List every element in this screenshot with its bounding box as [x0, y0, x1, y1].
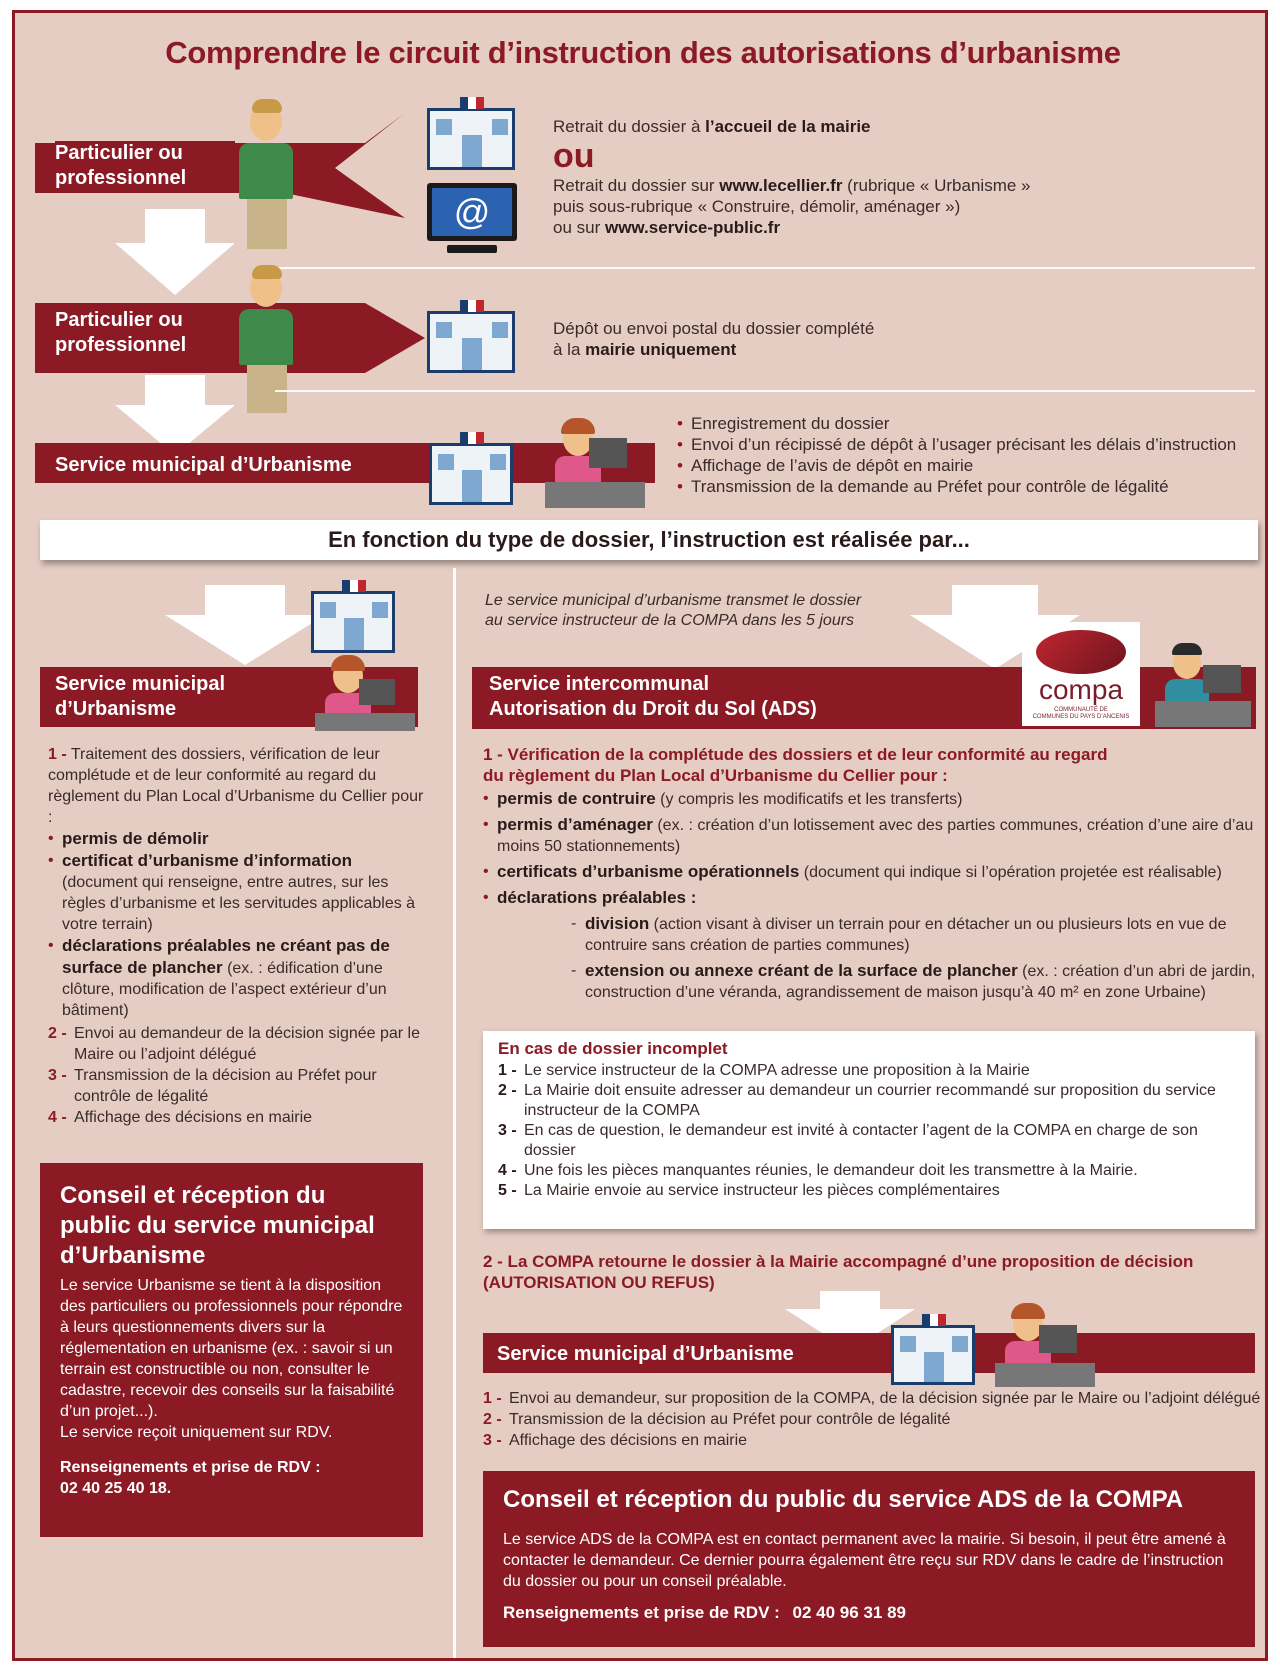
step-number: 1 -: [483, 1390, 502, 1407]
step-row: [498, 1161, 1243, 1181]
step-row: [483, 1388, 1263, 1409]
step-row: [498, 1081, 1243, 1121]
down-arrow-icon: [165, 585, 325, 665]
step-text: Transmission de la décision au Préfet pour contrôle de légalité: [74, 1067, 377, 1105]
step3-actor-label: Service municipal d’Urbanisme: [55, 454, 352, 476]
step-number: 5 -: [498, 1182, 517, 1199]
step-number: 2 -: [483, 1411, 502, 1428]
incomplet-steps: [498, 1061, 1243, 1201]
step3-bullet-list: [677, 413, 1267, 497]
left-bullet-list: [48, 828, 426, 1021]
step2-line2-bold: mairie uniquement: [585, 340, 737, 359]
mairie-icon: [427, 311, 515, 373]
list-item-text: (ex. : création d’un lotissement avec des parties communes, création d’une aire d’au moins 50 stationnements): [497, 817, 1254, 855]
compa-logo-sub1: COMMUNAUTÉ DE: [1054, 707, 1108, 713]
down-arrow-icon: [115, 209, 235, 295]
right-conseil-text: Le service ADS de la COMPA est en contact permanent avec la mairie. Si besoin, il peut être amené à contacter le demandeur. Ce dernier pourra également être reçu sur RDV dans le cadre de l’instruction du dossier ou pour un conseil préalable.: [503, 1531, 1226, 1590]
sub-list-item-bold: extension ou annexe créant de la surface de plancher: [585, 961, 1018, 980]
right-header-label: [489, 672, 817, 722]
final-header-label: Service municipal d’Urbanisme: [497, 1343, 794, 1365]
step-row: [48, 1065, 426, 1107]
left-conseil-box: [40, 1163, 423, 1537]
list-item: [483, 887, 1263, 909]
step-number: 3 -: [498, 1122, 517, 1139]
service-public-link[interactable]: www.service-public.fr: [604, 218, 781, 237]
or-word: ou: [553, 137, 595, 175]
right-item1-line1: 1 - Vérification de la complétude des dossiers et de leur conformité au regard: [483, 745, 1108, 764]
step-row: [48, 1107, 426, 1128]
right-rdv: [503, 1603, 906, 1623]
incomplet-title: En cas de dossier incomplet: [498, 1039, 728, 1058]
mairie-icon: [429, 443, 513, 505]
incomplet-box: [483, 1031, 1255, 1229]
list-item: • Affichage de l’avis de dépôt en mairie: [677, 455, 1267, 476]
page-title: Comprendre le circuit d’instruction des autorisations d’urbanisme: [165, 35, 1121, 70]
step-text: Une fois les pièces manquantes réunies, le demandeur doit les transmettre à la Mairie.: [524, 1162, 1138, 1179]
list-item-bold: certificat d’urbanisme d’information: [62, 851, 352, 870]
step2-text: [553, 318, 1253, 360]
sub-list-item-text: (action visant à diviser un terrain pour en détacher un ou plusieurs lots en vue de contruire sans création de parties communes): [585, 916, 1227, 954]
right-header-line2: Autorisation du Droit du Sol (ADS): [489, 698, 817, 720]
left-rdv-phone: 02 40 25 40 18.: [60, 1480, 172, 1497]
receptionist-icon: [315, 655, 415, 731]
lecellier-link[interactable]: www.lecellier.fr: [719, 176, 843, 195]
step1-line2: Retrait du dossier sur: [553, 176, 720, 195]
sub-list-item-bold: division: [585, 914, 650, 933]
step-number: 3 -: [483, 1432, 502, 1449]
mairie-icon: [427, 108, 515, 170]
list-item: [48, 935, 426, 1021]
list-item-bold: permis de démolir: [62, 829, 209, 848]
infographic-page: [12, 10, 1268, 1661]
step-number: 4 -: [498, 1162, 517, 1179]
step1-text: [553, 116, 1253, 238]
step1-line4: ou sur: [553, 218, 605, 237]
list-item-bold: permis d’aménager: [497, 815, 653, 834]
banner-text: En fonction du type de dossier, l’instruction est réalisée par...: [328, 527, 970, 552]
compa-logo-sub2: COMMUNES DU PAYS D’ANCENIS: [1032, 714, 1130, 720]
step1-line1-bold: l’accueil de la mairie: [705, 117, 871, 136]
step1-line3: puis sous-rubrique « Construire, démolir, aménager »): [553, 197, 961, 216]
list-item: [48, 828, 426, 850]
receptionist-icon: [1155, 643, 1255, 729]
sub-list-item-text: (ex. : création d’un abri de jardin, construction d’une véranda, agrandissement de maison jusqu’à 40 m² en zone Urbaine): [585, 963, 1256, 1001]
left-conseil-paragraph: Le service Urbanisme se tient à la disposition des particuliers ou professionnels pour répondre à leurs questionnements divers sur la réglementation en urbanisme (ex. : savoir si un terrain est constructible ou non, consulter le cadastre, recevoir des conseils sur la faisabilité d’un projet...).: [60, 1277, 403, 1420]
compa-logo-text: compa: [1038, 674, 1124, 705]
step-row: [483, 1430, 1263, 1451]
step-number: 3 -: [48, 1067, 67, 1084]
right-conseil-title: Conseil et réception du public du service ADS de la COMPA: [503, 1486, 1184, 1513]
step-text: Affichage des décisions en mairie: [74, 1109, 313, 1126]
left-body: [48, 744, 426, 1128]
step-row: [48, 1023, 426, 1065]
step2-line1: Dépôt ou envoi postal du dossier complété: [553, 319, 875, 338]
person-icon: [237, 269, 297, 409]
step-number: 2 -: [498, 1082, 517, 1099]
left-conseil-note: Le service reçoit uniquement sur RDV.: [60, 1424, 333, 1441]
list-item: • Transmission de la demande au Préfet pour contrôle de légalité: [677, 476, 1267, 497]
right-intro-line1: Le service municipal d’urbanisme transmet le dossier: [485, 592, 862, 609]
right-intro: [485, 591, 905, 631]
sub-list-item: - division (action visant à diviser un terrain pour en détacher un ou plusieurs lots en vue de contruire sans création de parties communes): [571, 914, 1227, 954]
computer-at-icon: @: [427, 183, 517, 257]
right-item1-line2: du règlement du Plan Local d’Urbanisme du Cellier pour :: [483, 766, 948, 785]
compa-logo: [1022, 622, 1140, 726]
divider: [275, 390, 1255, 392]
final-steps: [483, 1388, 1263, 1451]
list-item-text: (document qui renseigne, entre autres, sur les règles d’urbanisme et les servitudes applicables à votre terrain): [62, 874, 416, 933]
right-rdv-label: Renseignements et prise de RDV :: [503, 1603, 780, 1622]
right-header-line1: Service intercommunal: [489, 673, 710, 695]
step1-actor-label: Particulier ou professionnel: [55, 141, 235, 191]
step2-line2: à la: [553, 340, 586, 359]
mairie-icon: [891, 1325, 975, 1385]
list-item: [483, 788, 1263, 810]
list-item: • Envoi d’un récipissé de dépôt à l’usager précisant les délais d’instruction: [677, 434, 1267, 455]
right-rdv-phone: 02 40 96 31 89: [792, 1603, 906, 1622]
step-number: 1 -: [498, 1062, 517, 1079]
step-text: Envoi au demandeur, sur proposition de la COMPA, de la décision signée par le Maire ou l’adjoint délégué: [509, 1390, 1261, 1407]
list-item: [48, 850, 426, 935]
right-bullet-list: [483, 788, 1263, 909]
right-item2-line1: 2 - La COMPA retourne le dossier à la Mairie accompagné d’une proposition de décision: [483, 1252, 1194, 1271]
divider: [275, 267, 1255, 269]
item-number: 1 -: [48, 746, 67, 763]
list-item-text: (document qui indique si l’opération projetée est réalisable): [799, 864, 1222, 881]
step-text: La Mairie doit ensuite adresser au demandeur un courrier recommandé sur proposition du service instructeur de la COMPA: [524, 1082, 1216, 1119]
step-text: Envoi au demandeur de la décision signée par le Maire ou l’adjoint délégué: [74, 1025, 421, 1063]
left-header-label: Service municipal d’Urbanisme: [55, 672, 255, 722]
list-item-text: (y compris les modificatifs et les transferts): [655, 791, 963, 808]
step-text: Transmission de la décision au Préfet pour contrôle de légalité: [509, 1411, 951, 1428]
sub-list-item: - extension ou annexe créant de la surface de plancher (ex. : création d’un abri de jardin, construction d’une véranda, agrandissement de maison jusqu’à 40 m² en zone Urbaine): [571, 961, 1256, 1001]
left-rdv-label: Renseignements et prise de RDV :: [60, 1459, 321, 1476]
step-text: Le service instructeur de la COMPA adresse une proposition à la Mairie: [524, 1062, 1030, 1079]
step-row: [483, 1409, 1263, 1430]
step-row: [498, 1061, 1243, 1081]
step-row: [498, 1181, 1243, 1201]
list-item-bold: certificats d’urbanisme opérationnels: [497, 862, 800, 881]
right-body: [483, 744, 1263, 1003]
right-conseil-box: [483, 1471, 1255, 1647]
right-item2-line2: (AUTORISATION OU REFUS): [483, 1273, 715, 1292]
left-conseil-text: [60, 1275, 405, 1499]
list-item: [483, 814, 1263, 857]
right-item2: [483, 1251, 1263, 1293]
receptionist-icon: [545, 418, 645, 508]
list-item-text: (ex. : édification d’une clôture, modification de l’aspect extérieur d’un bâtiment): [62, 960, 387, 1019]
step1-line1: Retrait du dossier à: [553, 117, 706, 136]
step-text: Affichage des décisions en mairie: [509, 1432, 748, 1449]
step-text: En cas de question, le demandeur est invité à contacter l’agent de la COMPA en charge de son dossier: [524, 1122, 1198, 1159]
list-item: [483, 861, 1263, 883]
person-icon: [237, 103, 297, 243]
step-number: 4 -: [48, 1109, 67, 1126]
left-conseil-title: Conseil et réception du public du service municipal d’Urbanisme: [60, 1182, 375, 1269]
left-steps: [48, 1023, 426, 1128]
step1-line2-post: (rubrique « Urbanisme »: [842, 176, 1031, 195]
step2-actor-label: Particulier ou professionnel: [55, 308, 235, 358]
column-divider: [453, 568, 456, 1661]
list-item-bold: permis de contruire: [497, 789, 656, 808]
list-item: • Enregistrement du dossier: [677, 413, 1267, 434]
list-item-bold: déclarations préalables ne créant pas de surface de plancher: [62, 936, 390, 977]
compa-logo-subtitle: [1024, 707, 1138, 721]
right-sub-list: [483, 913, 1263, 1003]
mairie-icon: [311, 591, 395, 653]
list-item-bold: déclarations préalables :: [497, 888, 697, 907]
left-item1-text: Traitement des dossiers, vérification de leur complétude et de leur conformité au regard du règlement du Plan Local d’Urbanisme du Cellier pour :: [48, 746, 424, 826]
step-text: La Mairie envoie au service instructeur les pièces complémentaires: [524, 1182, 1000, 1199]
step-row: [498, 1121, 1243, 1161]
right-intro-line2: au service instructeur de la COMPA dans les 5 jours: [485, 612, 855, 629]
receptionist-icon: [995, 1303, 1095, 1387]
step-number: 2 -: [48, 1025, 67, 1042]
